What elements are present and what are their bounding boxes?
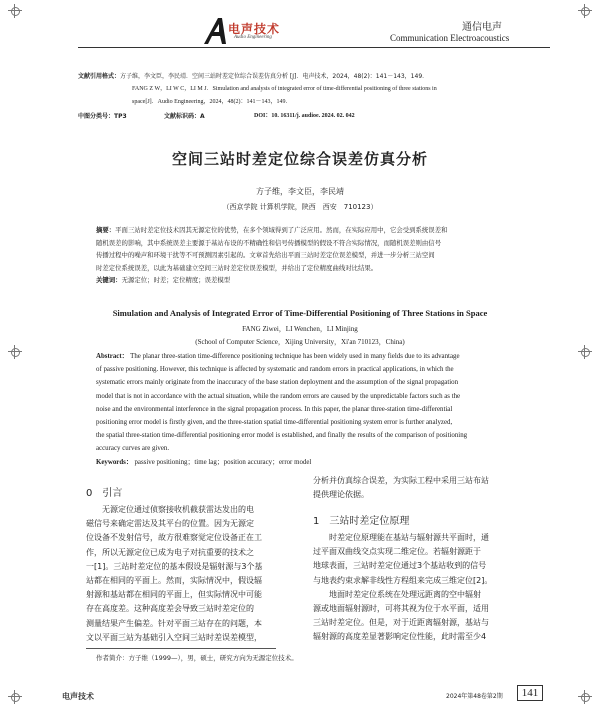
journal-name-en: Communication Electroacoustics <box>390 33 510 43</box>
registration-mark <box>578 4 592 18</box>
keywords-cn: 无源定位；时差；定位精度；误差模型 <box>121 276 231 284</box>
body-line: 分析并仿真综合误差，为实际工程中采用三站布站 <box>313 476 489 485</box>
abstract-cn-line: 平面三站时差定位技术因其无源定位的优势，在多个领域得到了广泛应用。然而，在实际应用中，它会受到系统误差和 <box>115 226 448 234</box>
abstract-en-line: The planar three-station time-difference positioning technique has been widely used in many fields due to its advantage <box>130 353 460 360</box>
citation-block <box>78 72 548 107</box>
body-line: 存在高度差。这种高度差会导致三站时差定位的 <box>86 604 254 614</box>
registration-mark <box>8 345 22 359</box>
body-line: 射源和基站都在相同的平面上，但实际情况中可能 <box>86 590 262 600</box>
doc-code: 文献标识码：A <box>164 113 205 120</box>
abstract-cn-line: 时差定位系统误差，以此为基础建立空间三站时差定位误差模型，并给出了定位精度曲线对比结果。 <box>96 263 378 272</box>
authors-cn: 方子维，李文臣，李民靖 <box>256 187 344 196</box>
footnote-rule <box>86 648 276 649</box>
citation-cn: 方子维，李文臣，李民靖．空间三站时差定位综合误差仿真分析 [J]．电声技术，2024，48(2)：141－143，149． <box>120 73 429 80</box>
abstract-en-line: accuracy curves are given. <box>96 445 170 453</box>
footer-issue: 2024年第48卷第2期 <box>446 693 503 700</box>
body-line: 三站时差定位。但是，对于近距离辐射源，基站与 <box>313 618 489 628</box>
body-line: 地球表面，三站时差定位通过3个基站收到的信号 <box>313 561 487 571</box>
body-line: 与地表约束求解非线性方程组来完成三维定位[2]。 <box>313 575 493 585</box>
journal-name-cn: 通信电声 <box>462 22 502 33</box>
journal-logo <box>200 18 340 44</box>
body-line: 一[1]。三站时差定位的基本假设是辐射源与3个基 <box>86 561 263 571</box>
keywords-cn-label: 关键词： <box>96 276 122 284</box>
registration-mark <box>8 4 22 18</box>
abstract-en-line: model that is not in accordance with the actual situation, while the random errors are caused by the unpredictable factors such as the <box>96 392 461 400</box>
abstract-en <box>96 350 536 469</box>
citation-label: 文献引用格式： <box>78 73 121 80</box>
citation-en-line1: FANG Z W，LI W C，LI M J．Simulation and analysis of integrated error of time-differential positioning of three stations in <box>132 86 437 92</box>
abstract-en-line: the spatial three-station time-differential positioning error model is established, and finally the results of the comparison of positioning <box>96 432 468 440</box>
keywords-en-label: Keywords： <box>96 458 133 466</box>
citation-en-line2: space[J]．Audio Engineering，2024，48(2)：141－143，149． <box>132 99 292 105</box>
body-line: 站都在相同的平面上。然而，实际情况中，假设辐 <box>86 576 262 586</box>
abstract-cn <box>96 224 536 287</box>
section-1-heading: 1 三站时差定位原理 <box>313 516 410 527</box>
body-line: 测量结果产生偏差。针对平面三站存在的问题，本 <box>86 618 262 628</box>
section-0-heading: 0 引言 <box>86 488 123 499</box>
registration-mark <box>578 690 592 704</box>
body-line: 磁信号来确定雷达及其平台的位置。因为无源定 <box>86 519 254 529</box>
doi: DOI：10. 16311/j. audioe. 2024. 02. 042 <box>254 113 355 119</box>
abstract-en-label: Abstract： <box>96 353 129 360</box>
section-0-body <box>86 503 296 645</box>
abstract-en-line: positioning error model is firstly given, and the three-station spatial time-differential positioning system error is further analyzed, <box>96 419 453 427</box>
footer-logo: 电声技术 <box>62 692 94 701</box>
registration-mark <box>578 345 592 359</box>
abstract-cn-label: 摘要： <box>96 226 116 234</box>
body-line: 辐射源的高度差显著影响定位性能，此时需至少4 <box>313 632 487 642</box>
abstract-cn-line: 随机误差的影响，其中系统误差主要源于基站布设的不精确性和信号传播模型的假设不符合实际情况，而随机误差则由信号 <box>96 238 442 247</box>
logo-text: 电声技术 <box>228 22 281 36</box>
section-1-body <box>313 531 525 645</box>
header-rule <box>78 47 550 48</box>
registration-mark <box>8 690 22 704</box>
body-line: 无源定位通过侦察接收机截获雷达发出的电 <box>102 505 254 514</box>
body-line: 源或地面辐射源时，可将其视为位于水平面，适用 <box>313 604 489 614</box>
paper-title-en: Simulation and Analysis of Integrated Error of Time-Differential Positioning of Three Stations in Space <box>112 308 488 318</box>
body-line: 时差定位原理能在基站与辐射源共平面时，通 <box>329 533 489 542</box>
abstract-en-line: systematic errors mainly originate from the inaccuracy of the base station deployment and the assumption of the signal propagation <box>96 379 459 387</box>
abstract-cn-line: 传播过程中的噪声和环境干扰等不可预测因素引起的。文章首先给出平面三站时差定位误差模型，并进一步分析三站空间 <box>96 251 435 259</box>
paper-title-cn: 空间三站时差定位综合误差仿真分析 <box>171 150 428 168</box>
keywords-en: passive positioning；time lag；position accuracy；error model <box>134 458 312 466</box>
classification-row <box>78 112 548 121</box>
affiliation-cn: （西京学院 计算机学院，陕西 西安 710123） <box>222 203 378 211</box>
logo-subtitle: Audio Engineering <box>234 35 272 40</box>
body-line: 地面时差定位系统在处理远距离的空中辐射 <box>329 589 481 599</box>
page-number: 141 <box>517 685 543 701</box>
body-line: 过平面双曲线交点实现二维定位。若辐射源距于 <box>313 547 481 557</box>
body-line: 文以平面三站为基础引入空间三站时差误差模型， <box>86 632 262 642</box>
abstract-en-line: noise and the environmental interference in the signal propagation process. In this paper, the planar three-station time-differential <box>96 405 453 413</box>
right-column-intro <box>313 474 525 502</box>
authors-en: FANG Ziwei，LI Wenchen，LI Minjing <box>242 325 358 333</box>
abstract-en-line: of passive positioning. However, this technique is affected by systematic and random errors in practical applications, in which the <box>96 366 454 374</box>
author-bio: 作者简介：方子维（1999—），男，硕士，研究方向为无源定位技术。 <box>96 654 298 662</box>
body-line: 位设备不发射信号，故方很难察觉定位设备正在工 <box>86 533 262 543</box>
body-line: 提供理论依据。 <box>313 490 369 500</box>
body-line: 作，所以无源定位已成为电子对抗重要的技术之 <box>86 547 254 557</box>
affiliation-en: (School of Computer Science，Xijing University，Xi'an 710123，China) <box>195 338 405 346</box>
class-number: 中图分类号：TP3 <box>78 113 127 120</box>
